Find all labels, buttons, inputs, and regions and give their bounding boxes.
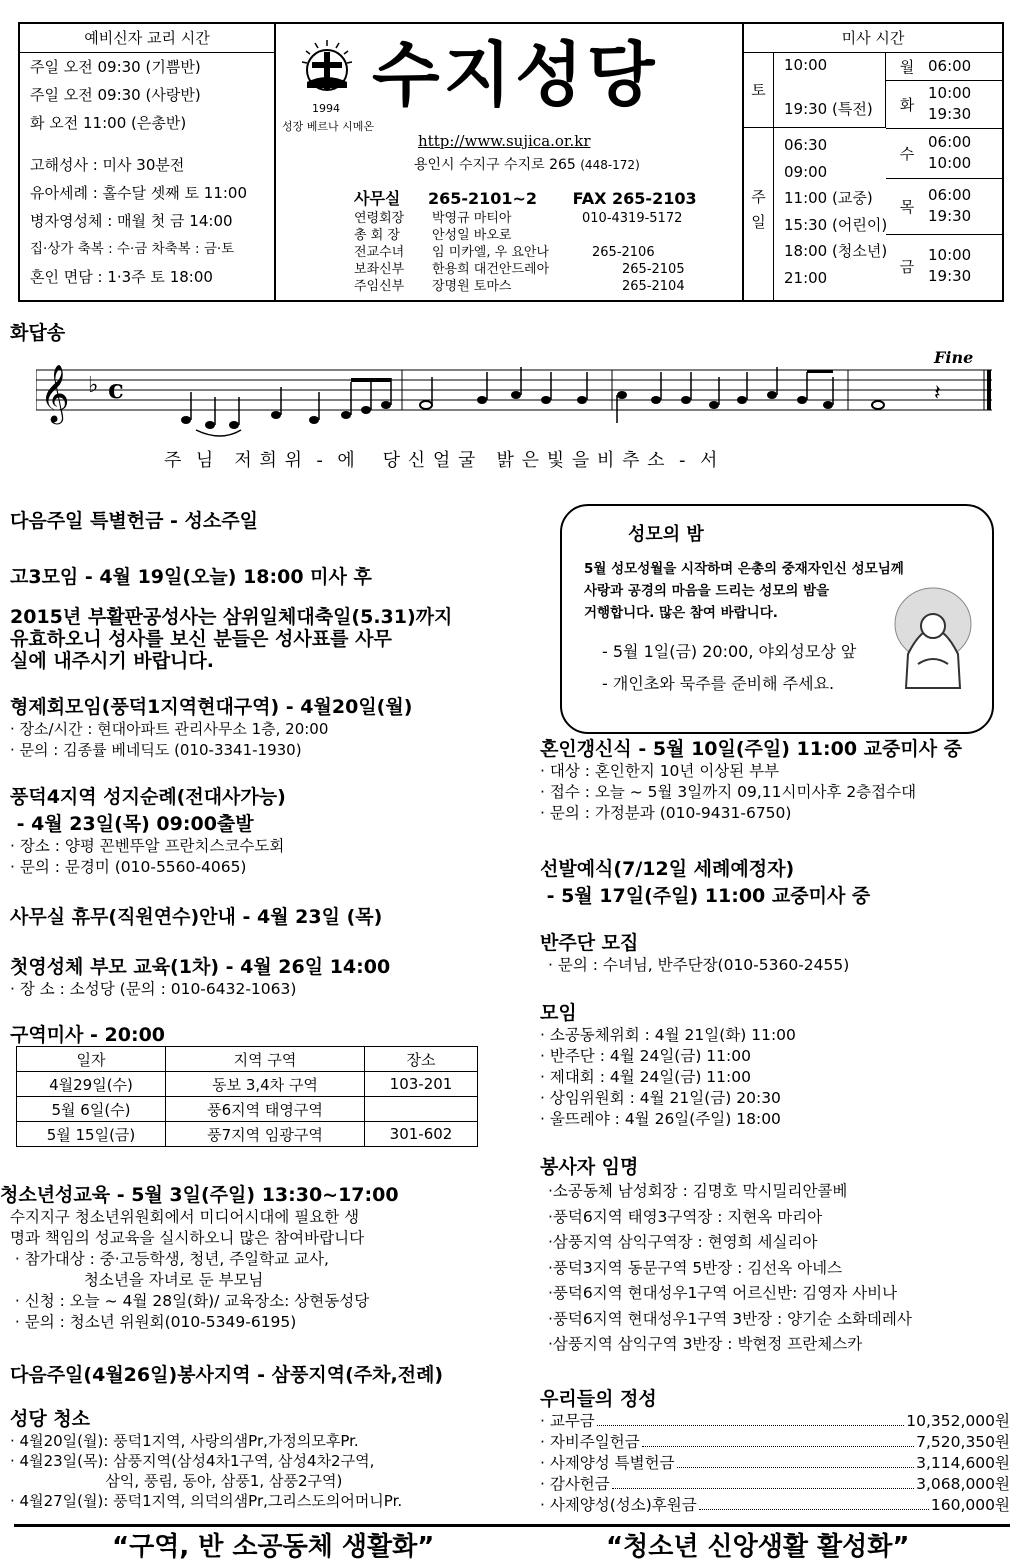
header-center (276, 22, 742, 302)
election-date: - 5월 17일(주일) 11:00 교중미사 중 (540, 885, 871, 907)
weekday-row: 화 10:00 19:30 (899, 84, 972, 123)
website-link[interactable]: http://www.sujica.or.kr (418, 132, 591, 150)
staff-row: 주임신부 장명원 토마스 265-2104 (354, 279, 685, 294)
staff-row: 보좌신부 한용희 대건안드레아 265-2105 (354, 262, 685, 277)
psalm-score (36, 350, 992, 440)
sat-label: 토 (744, 52, 774, 128)
next-offering: 다음주일 특별헌금 - 성소주일 (10, 510, 258, 532)
mass-schedule (742, 22, 1004, 302)
address-text: 용인시 수지구 수지로 265 (414, 157, 576, 173)
address (414, 154, 640, 174)
weekday-times (886, 52, 1002, 298)
divider (886, 234, 1002, 235)
marriage-title: 혼인갱신식 - 5월 10일(주일) 11:00 교중미사 중 (540, 738, 963, 760)
weekday-row: 금 10:00 19:30 (899, 246, 972, 285)
table-header: 일자 지역 구역 장소 (17, 1047, 478, 1072)
svg-text:𝄞: 𝄞 (40, 364, 70, 422)
senior-meeting: 고3모임 - 4월 19일(오늘) 18:00 미사 후 (10, 566, 372, 588)
appointment-section: 봉사자 임명 ·소공동체 남성회장 : 김명호 막시밀리안콜베 ·풍덕6지역 태영3구역장 : 지현옥 마리아 ·삼풍지역 삼익구역장 : 현영희 세실리아 ·풍덕3지역 동문구역 5반장 : 김선옥 아네스 ·풍덕6지역 현대성우1구역 어르신반: 김영자 사비나 ·풍덕6지역 현대성우1구역 3반장 : 양기순 소화데레사 ·삼풍지역 삼익구역 3반장 : 박현정 프란체스카 (540, 1152, 912, 1358)
staff-row: 총 회 장 안성일 바오로 (354, 228, 512, 243)
meetings-section: 모임 · 소공동체위회 : 4월 21일(화) 11:00 · 반주단 : 4월 24일(금) 11:00 · 제대회 : 4월 24일(금) 11:00 · 상임위원회 : 4월 21일(금) 20:30 · 울뜨레야 : 4월 26일(주일) 18:00 (540, 998, 796, 1130)
divider (886, 80, 1002, 81)
logo-year: 1994 (312, 102, 340, 115)
svg-text:c: c (108, 375, 124, 405)
psalm-lyrics: 주 님 저 희 위 - 에 당 신 얼 굴 밝 은 빛 을 비 추 소 - 서 (164, 450, 719, 471)
offering-section (540, 1384, 1010, 1516)
table-row: 5월 15일(금) 풍7지역 임광구역 301-602 (17, 1122, 478, 1147)
offering-row: · 교무금 10,352,000원 (540, 1412, 1010, 1430)
info-row: 병자영성체 : 매월 첫 금 14:00 (30, 212, 233, 230)
offering-row: · 사제양성 특별헌금 3,114,600원 (540, 1454, 1010, 1472)
sun-label: 주일 (744, 128, 774, 300)
mary-night-box (560, 504, 994, 734)
youth-edu-section: 청소년성교육 - 5월 3일(주일) 13:30~17:00 수지지구 청소년위원회에서 미디어시대에 필요한 생 명과 책임의 성교육을 실시하오니 많은 참여바랍니다 · 참가대상 : 중·고등학생, 청년, 주일학교 교사, 청소년을 자녀로 둔 부모님 · 신청 : 오늘 ~ 4월 28일(화)/ 교육장소: 상현동성당 · 문의 : 청소년 위원회(010-5349-6195) (0, 1180, 399, 1333)
office-phone: 265-2101~2 (427, 189, 538, 208)
meetings-title: 모임 (540, 1002, 577, 1024)
cleaning-section: 성당 청소 · 4월20일(월): 풍덕1지역, 사랑의샘Pr,가정의모후Pr. · 4월23일(목): 삼풍지역(삼성4차1구역, 삼성4차2구역, 삼익, 풍림, 동아, 삼풍1, 삼풍2구역) · 4월27일(월): 풍덕1지역, 의덕의샘Pr,그리스도의어머니Pr. (10, 1404, 402, 1511)
address-old: (448-172) (580, 158, 640, 172)
catechism-row: 주일 오전 09:30 (기쁨반) (30, 58, 201, 76)
election-section (540, 854, 870, 908)
zone-mass-title: 구역미사 - 20:00 (10, 1024, 166, 1046)
footer-slogan-left: “구역, 반 소공동체 생활화” (112, 1532, 435, 1562)
weekday-row: 수 06:00 10:00 (899, 133, 972, 172)
offering-row: · 사제양성(성소)후원금 160,000원 (540, 1496, 1010, 1514)
brothers-section: 형제회모임(풍덕1지역현대구역) - 4월20일(월) · 장소/시간 : 현대아파트 관리사무소 1층, 20:00 · 문의 : 김종률 베네딕도 (010-3341-1930) (10, 692, 412, 761)
youth-edu-title: 청소년성교육 - 5월 3일(주일) 13:30~17:00 (0, 1184, 399, 1206)
catechism-row: 주일 오전 09:30 (사랑반) (30, 86, 201, 104)
appointment-title: 봉사자 임명 (540, 1156, 639, 1178)
table-row: 5월 6일(수) 풍6지역 태영구역 (17, 1097, 478, 1122)
svg-text:♭: ♭ (88, 373, 99, 398)
first-communion-title: 첫영성체 부모 교육(1차) - 4월 26일 14:00 (10, 956, 391, 978)
parish-name: 수지성당 (372, 34, 659, 116)
mary-title: 성모의 밤 (628, 524, 704, 545)
offering-row: · 자비주일헌금 7,520,350원 (540, 1433, 1010, 1451)
weekday-row: 목 06:00 19:30 (899, 186, 972, 225)
office-label: 사무실 (354, 189, 401, 208)
info-row: 고해성사 : 미사 30분전 (30, 156, 185, 174)
parish-logo (282, 32, 375, 133)
cleaning-title: 성당 청소 (10, 1408, 91, 1430)
info-row: 집·상가 축복 : 수·금 차축복 : 금·토 (30, 241, 235, 257)
service-area: 다음주일(4월26일)봉사지역 - 삼풍지역(주차,전례) (10, 1364, 444, 1386)
music-staff-icon (36, 350, 992, 440)
mary-text: 5월 성모성월을 시작하며 은총의 중재자인신 성모님께 사랑과 공경의 마음을 드리는 성모의 밤을 거행합니다. 많은 참여 바랍니다. (584, 561, 904, 621)
staff-list (354, 210, 734, 295)
cross-logo-icon (282, 32, 372, 102)
footer-slogan-right: “청소년 신앙생활 활성화” (606, 1532, 910, 1562)
easter-notice: 2015년 부활판공성사는 삼위일체대축일(5.31)까지 유효하오니 성사를 보신 분들은 성사표를 사무 실에 내주시기 바랍니다. (10, 606, 453, 672)
info-row: 혼인 면담 : 1·3주 토 18:00 (30, 268, 213, 286)
zone-mass-table (16, 1046, 478, 1147)
sat-times: 10:00 19:30 (특전) (774, 52, 886, 128)
office-contact (354, 186, 697, 209)
table-row: 4월29일(수) 동보 3,4차 구역 103-201 (17, 1072, 478, 1097)
catechism-row: 화 오전 11:00 (은총반) (30, 114, 187, 132)
divider (886, 128, 1002, 129)
offering-title: 우리들의 정성 (540, 1388, 657, 1410)
staff-row: 전교수녀 임 미카엘, 우 요안나 265-2106 (354, 245, 655, 260)
fine-mark: Fine (934, 348, 974, 367)
catechism-title: 예비신자 교리 시간 (20, 24, 274, 53)
info-row: 유아세례 : 홀수달 셋째 토 11:00 (30, 184, 248, 202)
first-communion-section: 첫영성체 부모 교육(1차) - 4월 26일 14:00 · 장 소 : 소성당 (문의 : 010-6432-1063) (10, 952, 390, 1000)
weekday-row: 월 06:00 (899, 57, 972, 76)
divider (886, 178, 1002, 179)
catechism-box (18, 22, 276, 302)
marriage-renewal-section: 혼인갱신식 - 5월 10일(주일) 11:00 교중미사 중 · 대상 : 혼인한지 10년 이상된 부부 · 접수 : 오늘 ~ 5월 3일까지 09,11시미사후 2층접수대 · 문의 : 가정분과 (010-9431-6750) (540, 734, 962, 824)
office-closed: 사무실 휴무(직원연수)안내 - 4월 23일 (목) (10, 906, 383, 928)
logo-caption: 성장 베르나 시메온 (282, 120, 375, 133)
brothers-title: 형제회모임(풍덕1지역현대구역) - 4월20일(월) (10, 696, 413, 718)
fax-number: FAX 265-2103 (572, 189, 697, 208)
psalm-title: 화답송 (10, 322, 66, 344)
accompanist-title: 반주단 모집 (540, 932, 639, 954)
pilgrimage-section: 풍덕4지역 성지순례(전대사가능) - 4월 23일(목) 09:00출발 · 장소 : 양평 꼰벤뚜알 프란치스코수도회 · 문의 : 문경미 (010-5560-4065) (10, 782, 286, 878)
accompanist-section: 반주단 모집 · 문의 : 수녀님, 반주단장(010-5360-2455) (540, 928, 849, 976)
mary-statue-icon (888, 584, 978, 694)
pilgrimage-title: 풍덕4지역 성지순례(전대사가능) (10, 786, 286, 808)
sun-times: 06:30 09:00 11:00 (교중) 15:30 (어린이) 18:00 (청소년) 21:00 (784, 136, 888, 287)
mary-items: - 5월 1일(금) 20:00, 야외성모상 앞 - 개인초와 묵주를 준비해 주세요. (602, 642, 857, 693)
offering-row: · 감사헌금 3,068,000원 (540, 1475, 1010, 1493)
mass-title: 미사 시간 (744, 24, 1002, 53)
staff-row: 연령회장 박영규 마티아 010-4319-5172 (354, 211, 683, 226)
pilgrimage-date: - 4월 23일(목) 09:00출발 (10, 813, 254, 835)
election-title: 선발예식(7/12일 세례예정자) (540, 858, 795, 880)
svg-text:𝄽: 𝄽 (934, 381, 941, 406)
